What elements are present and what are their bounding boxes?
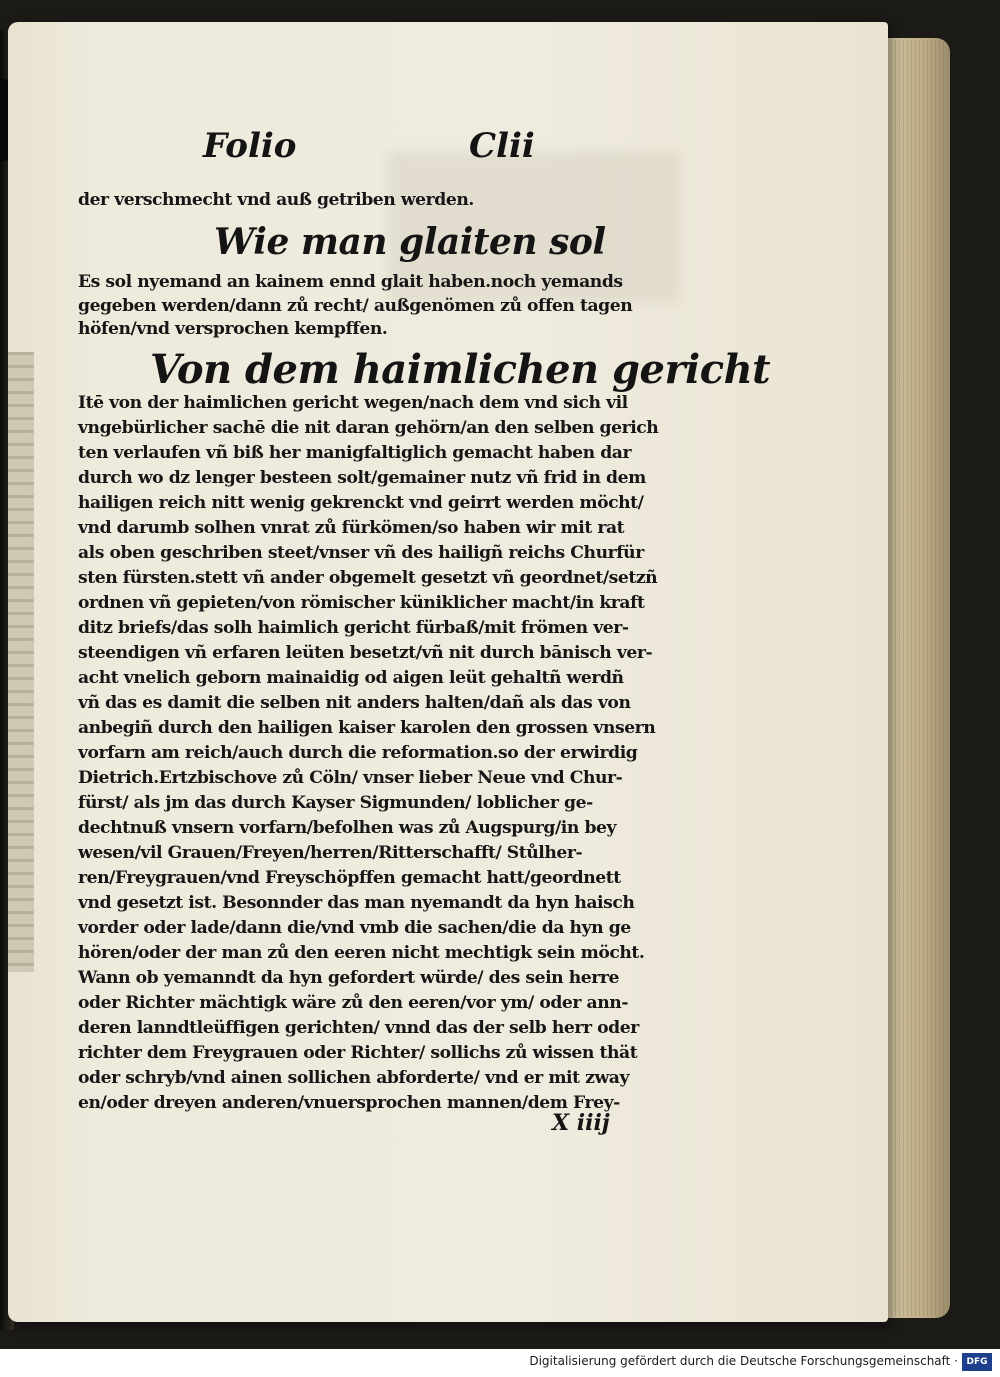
text-line: ditz briefs/das solh haimlich gericht fürbaß/mit frömen ver- <box>78 618 629 638</box>
text-line: acht vnelich geborn mainaidig od aigen leüt gehaltñ werdñ <box>78 668 624 688</box>
text-line: ordnen vñ gepieten/von römischer küniklicher macht/in kraft <box>78 593 645 613</box>
text-line: hören/oder der man zů den eeren nicht mechtigk sein möcht. <box>78 943 645 963</box>
text-line: oder Richter mächtigk wäre zů den eeren/vor ym/ oder ann- <box>78 993 629 1013</box>
text-line: vnd gesetzt ist. Besonnder das man nyemandt da hyn haisch <box>78 893 635 913</box>
text-line: als oben geschriben steet/vnser vñ des hailigñ reichs Churfür <box>78 543 644 563</box>
section-heading-glaiten: Wie man glaiten sol <box>214 221 606 263</box>
text-line: Wann ob yemanndt da hyn gefordert würde/ des sein herre <box>78 968 619 988</box>
folio-label: Folio <box>203 126 297 166</box>
section-heading-gericht: Von dem haimlichen gericht <box>150 346 771 393</box>
text-line: en/oder dreyen anderen/vnuersprochen mannen/dem Frey- <box>78 1093 620 1113</box>
text-line: Dietrich.Ertzbischove zů Cöln/ vnser lieber Neue vnd Chur- <box>78 768 623 788</box>
digitization-footer <box>0 1349 1000 1377</box>
text-line: Itē von der haimlichen gericht wegen/nach dem vnd sich vil <box>78 393 628 413</box>
funding-credit: Digitalisierung gefördert durch die Deutsche Forschungsgemeinschaft · <box>529 1354 958 1368</box>
text-line: steendigen vñ erfaren leüten besetzt/vñ nit durch bānisch ver- <box>78 643 653 663</box>
text-line: hailigen reich nitt wenig gekrenckt vnd geirrt werden möcht/ <box>78 493 644 513</box>
text-line: anbegiñ durch den hailigen kaiser karolen den grossen vnsern <box>78 718 656 738</box>
text-line: gegeben werden/dann zů recht/ außgenömen zů offen tagen <box>78 296 633 316</box>
text-line: höfen/vnd versprochen kempffen. <box>78 319 388 339</box>
text-line: vorfarn am reich/auch durch die reformation.so der erwirdig <box>78 743 638 763</box>
folio-number: Clii <box>469 126 535 166</box>
opening-line: der verschmecht vnd auß getriben werden. <box>78 190 474 210</box>
text-line: wesen/vil Grauen/Freyen/herren/Ritterschafft/ Stůlher- <box>78 843 583 863</box>
text-line: vngebürlicher sachē die nit daran gehörn/an den selben gerich <box>78 418 659 438</box>
text-line: vorder oder lade/dann die/vnd vmb die sachen/die da hyn ge <box>78 918 631 938</box>
text-line: fürst/ als jm das durch Kayser Sigmunden/ loblicher ge- <box>78 793 593 813</box>
text-line: ren/Freygrauen/vnd Freyschöpffen gemacht hatt/geordnett <box>78 868 621 888</box>
text-line: sten fürsten.stett vñ ander obgemelt gesetzt vñ geordnet/setzñ <box>78 568 658 588</box>
text-line: Es sol nyemand an kainem ennd glait haben.noch yemands <box>78 272 623 292</box>
text-line: deren lanndtleüffigen gerichten/ vnnd das der selb herr oder <box>78 1018 639 1038</box>
text-line: oder schryb/vnd ainen sollichen abforderte/ vnd er mit zway <box>78 1068 630 1088</box>
signature-mark: X iiij <box>552 1110 610 1136</box>
text-line: richter dem Freygrauen oder Richter/ sollichs zů wissen thät <box>78 1043 638 1063</box>
text-line: ten verlaufen vñ biß her manigfaltiglich gemacht haben dar <box>78 443 632 463</box>
dfg-logo-icon: DFG <box>962 1353 992 1371</box>
text-line: durch wo dz lenger besteen solt/gemainer nutz vñ frid in dem <box>78 468 646 488</box>
text-line: vnd darumb solhen vnrat zů fürkömen/so haben wir mit rat <box>78 518 625 538</box>
text-line: vñ das es damit die selben nit anders halten/dañ als das von <box>78 693 631 713</box>
margin-bleed <box>8 352 34 972</box>
text-line: dechtnuß vnsern vorfarn/befolhen was zů Augspurg/in bey <box>78 818 617 838</box>
